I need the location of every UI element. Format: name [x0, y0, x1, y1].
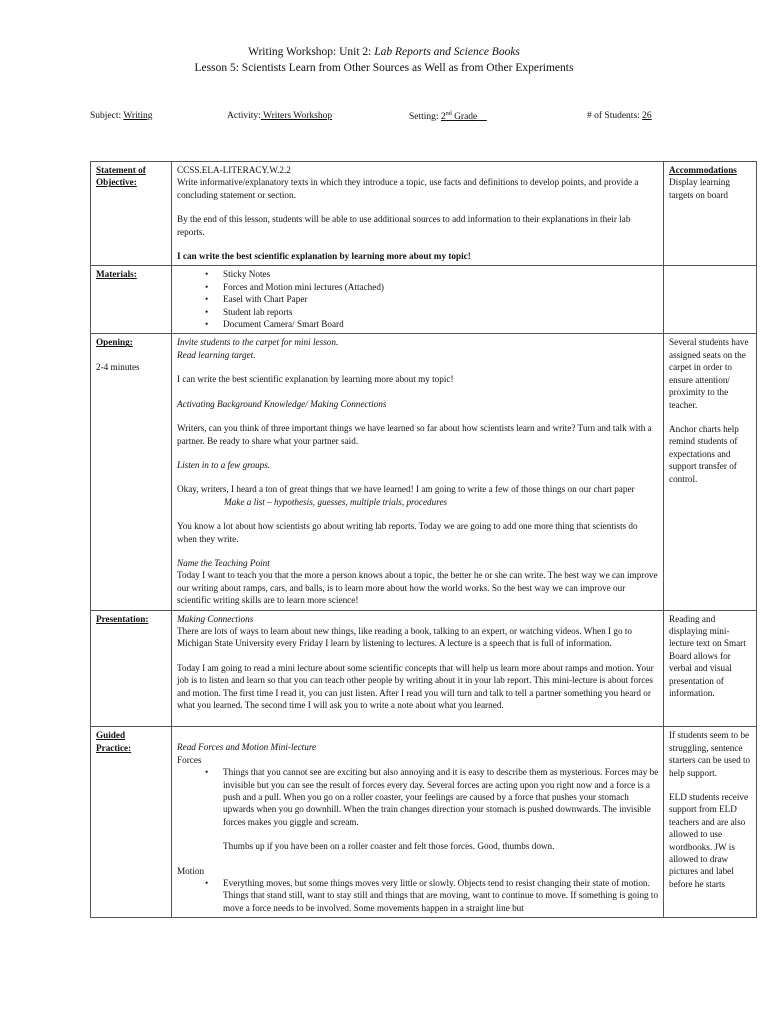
- students-field: # of Students: 26: [587, 111, 652, 121]
- standard-text: Write informative/explanatory texts in which they introduce a topic, use facts and definitions to develop points, and provide a concluding statement or section.: [177, 177, 639, 200]
- lesson-title: Lesson 5: Scientists Learn from Other Sources as Well as from Other Experiments: [194, 62, 574, 74]
- materials-accommodation: [664, 266, 757, 334]
- objective-row: [91, 162, 757, 266]
- guided-practice-row: [91, 727, 757, 918]
- presentation-row: [91, 610, 757, 727]
- students-value: 26: [642, 111, 652, 121]
- list-item: • Document Camera/ Smart Board: [223, 318, 659, 330]
- list-item: • Student lab reports: [223, 306, 659, 318]
- unit-title-italic: Lab Reports and Science Books: [374, 46, 520, 58]
- opening-content: Invite students to the carpet for mini lesson. Read learning target. I can write the best scientific explanation by learning more about my topic! Activating Background Knowledge/ Making Connections Writers, can you think of three important things we have learned so far about how scientists learn and write? Turn and talk with a partner. Be ready to share what your partner said. Listen in to a few groups. Okay, writers, I heard a ton of great things that we have learned! I am going to write a few of those things on our chart paper Make a list – hypothesis, guesses, multiple trials, procedures You know a lot about how scientists go about writing lab reports. Today we are going to add one more thing that scientists do when they write. Name the Teaching Point Today I want to teach you that the more a person knows about a topic, the better he or she can write. The best way we can improve our writing about ramps, cars, and balls, is to learn more about how the world works. So the best way we can improve our scientific writing skills are to learn more science!: [172, 334, 664, 610]
- activity-field: Activity: Writers Workshop: [227, 111, 333, 121]
- opening-accommodation: Several students have assigned seats on the carpet in order to ensure attention/ proximity to the teacher. Anchor charts help remind students of expectations and support transfer of control.: [664, 334, 757, 610]
- materials-list: [177, 268, 659, 330]
- materials-label: Materials:: [91, 266, 172, 334]
- guided-practice-accommodation: If students seem to be struggling, sentence starters can be used to help support. ELD students receive support from ELD teachers and are also allowed to use wordbooks. JW is allowed to draw pictures and label before he starts: [664, 727, 757, 918]
- presentation-accommodation: Reading and displaying mini-lecture text on Smart Board allows for verbal and visual presentation of information.: [664, 610, 757, 727]
- lesson-header: [0, 44, 768, 76]
- setting-value: 2nd Grade: [440, 111, 480, 123]
- opening-label: Opening: 2-4 minutes: [91, 334, 172, 610]
- learning-target: I can write the best scientific explanation by learning more about my topic!: [177, 251, 471, 262]
- objective-label: Statement of Objective:: [91, 162, 172, 266]
- setting-field: Setting: 2nd Grade: [409, 111, 487, 122]
- accommodations-title: Accommodations: [669, 165, 737, 175]
- objective-goal: By the end of this lesson, students will be able to use additional sources to add information to their explanations in their lab reports.: [177, 214, 631, 237]
- activity-value: Writers Workshop: [260, 111, 333, 121]
- accommodations-header-cell: [664, 162, 757, 266]
- guided-practice-content: Read Forces and Motion Mini-lecture Forces • Things that you cannot see are exciting but also annoying and it is easy to describe them as mysterious. Forces may be invisible but you can see the result of forces every day. Several forces are acting upon you right now and a force is a push and a pull. When you go on a roller coaster, your feelings are caused by a force that pushes your stomach upwards when you go downhill. When the train changes direction your stomach is pushed downwards. The invisible forces makes you giggle and scream. Thumbs up if you have been on a roller coaster and felt those forces. Good, thumbs down. Motion • Everything moves, but some things moves very little or slowly. Objects tend to resist changing their state of motion. Things that stand still, want to stay still and things that are moving, want to continue to move. If something is going to move a force needs to be involved. Some movements happen in a straight line but: [172, 727, 664, 918]
- objective-content: [172, 162, 664, 266]
- list-item: • Everything moves, but some things moves very little or slowly. Objects tend to resist changing their state of motion. Things that stand still, want to stay still and things that are moving, want to continue to move. If something is going to move a force needs to be involved. Some movements happen in a straight line but: [223, 877, 659, 914]
- list-item: • Sticky Notes: [223, 268, 659, 280]
- lesson-plan-table: [90, 161, 757, 918]
- list-item: • Easel with Chart Paper: [223, 293, 659, 305]
- subject-value: Writing: [123, 111, 153, 121]
- list-item: • Forces and Motion mini lectures (Attached): [223, 281, 659, 293]
- opening-row: [91, 334, 757, 610]
- guided-practice-label: Guided Practice:: [91, 727, 172, 918]
- presentation-label: Presentation:: [91, 610, 172, 727]
- presentation-content: Making Connections There are lots of ways to learn about new things, like reading a book, talking to an expert, or watching videos. When I go to Michigan State University every Friday I learn by listening to lectures. A lecture is a speech that is full of information. Today I am going to read a mini lecture about some scientific concepts that will help us learn more about ramps and motion. Your job is to listen and learn so that you can teach other people by writing about it in your lab report. This mini-lecture is about forces and motion. The first time I read it, you can just listen. After I read you will turn and talk to tell a partner something you heard or what you learned. The second time I will ask you to write a note about what you learned.: [172, 610, 664, 727]
- standard-code: CCSS.ELA-LITERACY.W.2.2: [177, 165, 291, 175]
- materials-row: [91, 266, 757, 334]
- subject-field: Subject: Writing: [90, 111, 153, 121]
- accommodation-objective: Display learning targets on board: [669, 177, 730, 200]
- opening-time: 2-4 minutes: [96, 361, 140, 372]
- materials-content: [172, 266, 664, 334]
- list-item: • Things that you cannot see are exciting but also annoying and it is easy to describe them as mysterious. Forces may be invisible but you can see the result of forces every day. Several forces are acting upon you right now and a force is a push and a pull. When you go on a roller coaster, your feelings are caused by a force that pushes your stomach upwards when you go downhill. When the train changes direction your stomach is pushed downwards. The invisible forces makes you giggle and scream. Thumbs up if you have been on a roller coaster and felt those forces. Good, thumbs down.: [223, 766, 659, 852]
- unit-title: Writing Workshop: Unit 2: Lab Reports and Science Books: [248, 46, 520, 58]
- lesson-meta: [0, 111, 768, 127]
